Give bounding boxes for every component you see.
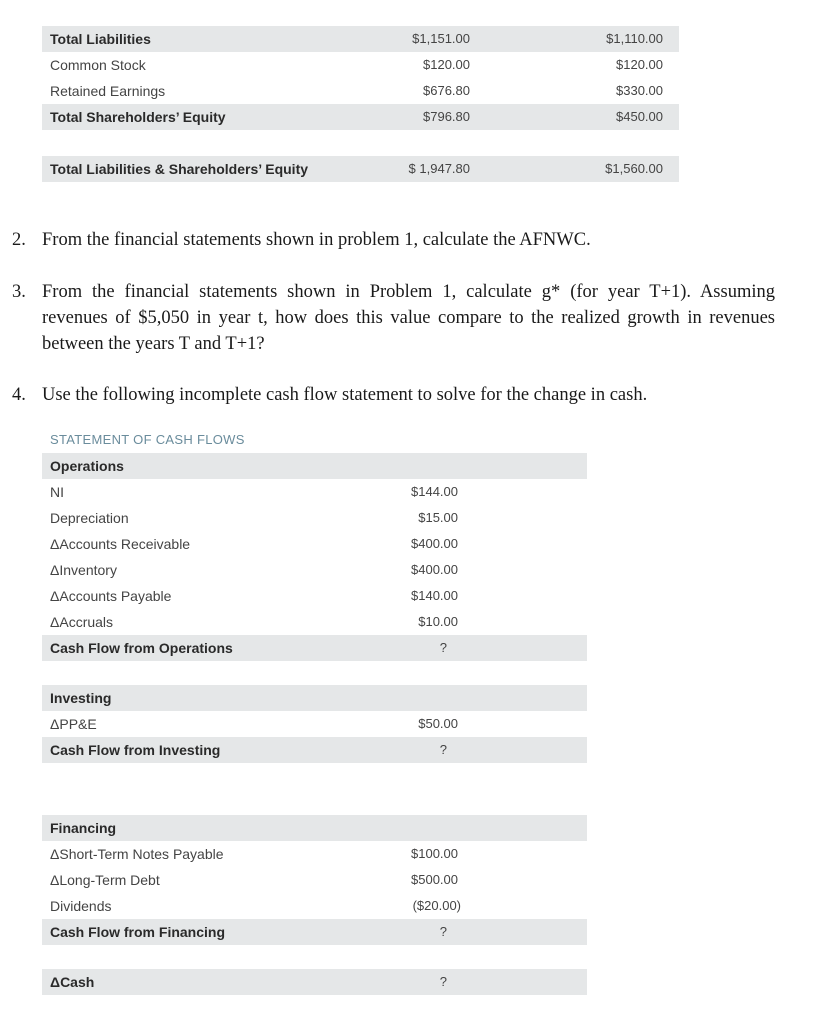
cf-label: NI	[50, 484, 64, 500]
bs-row-total-equity	[42, 104, 679, 130]
cf-total-label: Cash Flow from Operations	[50, 640, 233, 656]
cf-total-label: ΔCash	[50, 974, 95, 990]
cf-label: ΔAccruals	[50, 614, 114, 630]
cf-row	[42, 531, 587, 557]
cf-total-value: ?	[439, 742, 447, 757]
bs-value-col2: $330.00	[616, 83, 663, 98]
cf-value: $140.00	[411, 588, 458, 603]
bs-value-col2: $450.00	[616, 109, 663, 124]
cf-value: ($20.00)	[412, 898, 461, 913]
bs-label: Retained Earnings	[50, 83, 166, 99]
cf-label: ΔInventory	[50, 562, 117, 578]
problem-number: 4.	[12, 385, 26, 405]
cf-investing-total	[42, 737, 587, 763]
bs-label: Common Stock	[50, 57, 146, 73]
cf-label: ΔLong-Term Debt	[50, 872, 160, 888]
bs-row-common-stock	[42, 52, 679, 78]
cf-label: Depreciation	[50, 510, 129, 526]
bs-label: Total Liabilities	[50, 31, 151, 47]
cf-row	[42, 867, 587, 893]
section-header: Investing	[50, 690, 112, 706]
bs-value-col1: $796.80	[423, 109, 470, 124]
cf-row	[42, 557, 587, 583]
cash-flow-title: STATEMENT OF CASH FLOWS	[50, 432, 245, 447]
cf-row	[42, 841, 587, 867]
cf-value: $10.00	[418, 614, 458, 629]
problem-number: 3.	[12, 282, 26, 302]
cf-value: $50.00	[418, 716, 458, 731]
cf-total-value: ?	[439, 640, 447, 655]
cf-label: ΔAccounts Receivable	[50, 536, 191, 552]
cf-label: ΔAccounts Payable	[50, 588, 172, 604]
problem-text: From the financial statements shown in problem 1, calculate the AFNWC.	[42, 230, 591, 250]
bs-row-total-liabilities	[42, 26, 679, 52]
section-header: Financing	[50, 820, 117, 836]
cf-value: $15.00	[418, 510, 458, 525]
bs-value-col2: $120.00	[616, 57, 663, 72]
cf-investing-header	[42, 685, 587, 711]
cf-total-value: ?	[439, 974, 447, 989]
cf-value: $144.00	[411, 484, 458, 499]
cf-row	[42, 609, 587, 635]
section-header: Operations	[50, 458, 124, 474]
cf-value: $400.00	[411, 536, 458, 551]
cf-operations-total	[42, 635, 587, 661]
cf-value: $500.00	[411, 872, 458, 887]
cf-row	[42, 479, 587, 505]
bs-label: Total Shareholders’ Equity	[50, 109, 226, 125]
cf-financing-total	[42, 919, 587, 945]
bs-value-col2: $1,110.00	[606, 31, 663, 46]
cf-row	[42, 711, 587, 737]
cf-label: ΔPP&E	[50, 716, 97, 732]
bs-value-col1: $ 1,947.80	[408, 161, 470, 176]
bs-value-col1: $676.80	[423, 83, 470, 98]
bs-value-col2: $1,560.00	[605, 161, 663, 176]
cf-row	[42, 505, 587, 531]
bs-row-retained-earnings	[42, 78, 679, 104]
bs-value-col1: $1,151.00	[412, 31, 470, 46]
problem-text: From the financial statements shown in Problem 1, calculate g* (for year T+1). Assuming revenues of $5,050 in year t, how does this value compare to the realized growth in revenues between the years T and T+1?	[42, 282, 775, 354]
cf-financing-header	[42, 815, 587, 841]
bs-label: Total Liabilities & Shareholders’ Equity	[50, 161, 309, 177]
cf-total-label: Cash Flow from Financing	[50, 924, 226, 940]
cf-label: ΔShort-Term Notes Payable	[50, 846, 224, 862]
problem-number: 2.	[12, 230, 26, 250]
problem-text: Use the following incomplete cash flow statement to solve for the change in cash.	[42, 385, 648, 405]
cf-operations-header	[42, 453, 587, 479]
cf-label: Dividends	[50, 898, 112, 914]
cf-delta-cash	[42, 969, 587, 995]
bs-value-col1: $120.00	[423, 57, 470, 72]
cf-total-label: Cash Flow from Investing	[50, 742, 221, 758]
cf-total-value: ?	[439, 924, 447, 939]
cf-value: $100.00	[411, 846, 458, 861]
cf-value: $400.00	[411, 562, 458, 577]
cf-row	[42, 893, 587, 919]
cf-row	[42, 583, 587, 609]
bs-row-total-liab-equity	[42, 156, 679, 182]
